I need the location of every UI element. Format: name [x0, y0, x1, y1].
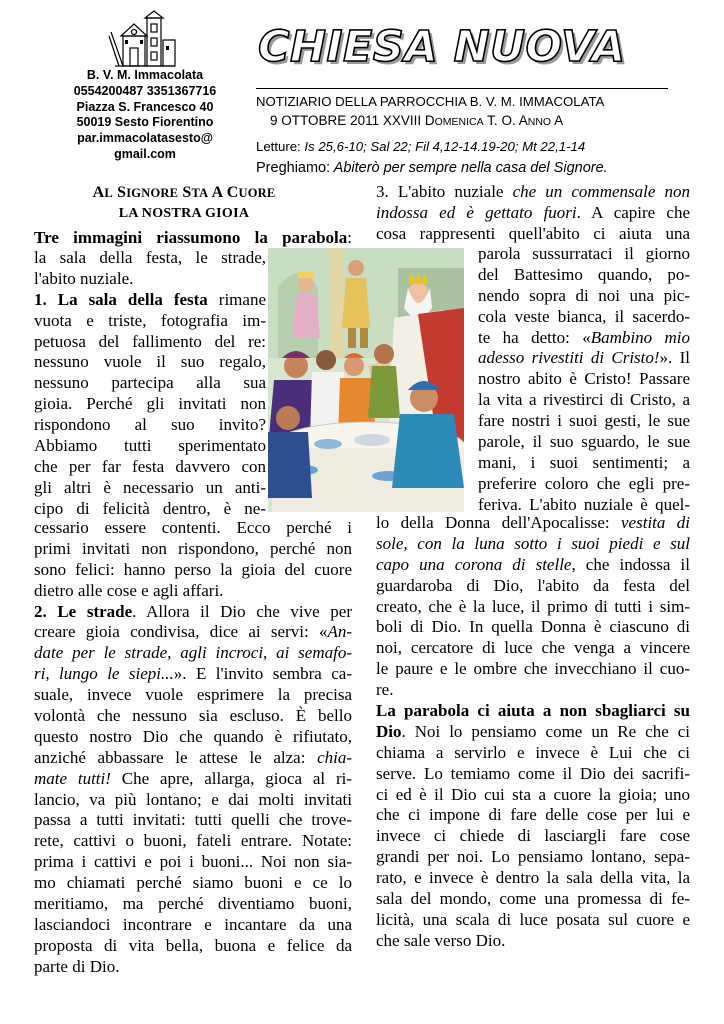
- text-line: cessario essere contenti. Ecco perché i: [34, 518, 352, 537]
- text-line: lasciandoci incontrare e incantare da una: [34, 914, 352, 934]
- newsletter-title: CHIESA NUOVA: [258, 22, 626, 72]
- church-logo: [105, 10, 177, 68]
- text-line: questo nostro Dio che quando è rifiutato,: [34, 726, 352, 746]
- text-line: 3. L'abito nuziale che un commensale non: [376, 182, 690, 201]
- text-line: suale, invece vuole esprimere la precisa: [34, 685, 352, 705]
- text-line: anziché abbassare le attese le alza: chia-: [34, 747, 352, 767]
- text-line: ci ed è il Dio cui sta a cuore la gioia; uno: [376, 784, 690, 804]
- address-line: par.immacolatasesto@: [77, 131, 213, 146]
- text-line: indossa ed è gettato fuori. A capire che: [376, 202, 691, 222]
- readings-text: Is 25,6-10; Sal 22; Fil 4,12-14.19-20; Mt 22,1-14: [300, 139, 586, 154]
- text-line: nendo sopra di noi una pic-: [478, 285, 690, 305]
- text-line: mate tutti! Che apre, allarga, gioca al ri-: [34, 768, 352, 788]
- article-subheading: LA NOSTRA GIOIA: [118, 206, 250, 221]
- text-line: boli di Dio. In quella Donna è ciascuno di: [376, 617, 690, 637]
- text-line: parola sussurrataci il giorno: [478, 244, 690, 263]
- text-line: preferire coloro che egli pre-: [478, 473, 690, 493]
- newsletter-subtitle: NOTIZIARIO DELLA PARROCCHIA B. V. M. IMMACOLATA: [256, 94, 605, 109]
- text-line: creato, che è la luce, il primo di tutti i sim-: [376, 596, 690, 616]
- text-line: rete, cattivi o buoni, fateli entrare. Notate:: [34, 831, 352, 851]
- text-line: volontà che nessuno sia escluso. È bello: [34, 706, 352, 726]
- text-line: creare gioia condivisa, dice ai servi: «An-: [34, 622, 352, 642]
- text-line: gioia. Perché gli invitati non: [34, 394, 266, 414]
- text-line: mo chiamati perché siamo buoni e ce lo: [34, 873, 352, 893]
- address-line: gmail.com: [114, 146, 176, 161]
- text-line: date per le strade, agli incroci, ai semafo-: [34, 643, 352, 663]
- text-line: la sala della festa, le strade,: [34, 248, 266, 267]
- text-line: fare nostri i suoi gesti, le sue: [478, 411, 690, 431]
- parish-address: [40, 68, 250, 163]
- text-line: 1. La sala della festa rimane: [34, 289, 266, 309]
- issue-date-line: 9 OTTOBRE 2011 XXVIII DOMENICA T. O. ANNO A: [270, 113, 564, 128]
- text-line: prima i cattivi e poi i buoni... Noi non sia-: [34, 852, 352, 872]
- text-line: 2. Le strade. Allora il Dio che vive per: [34, 601, 352, 621]
- text-line: cola veste bianca, il sacerdo-: [478, 306, 690, 326]
- text-line: sala del mondo, come una promessa di fe-: [376, 889, 690, 909]
- text-line: le paure e le ombre che invecchiano il cuo-: [376, 659, 690, 679]
- text-line: sono felici: hanno perso la gioia del cuore: [34, 559, 352, 579]
- text-line: che per far festa davvero con: [34, 456, 266, 476]
- text-line: chiama a servirlo e invece è Lui che ci: [376, 742, 690, 762]
- text-line: capo una corona di stelle, che indossa il: [376, 554, 690, 574]
- text-line: gli altri è necessario un anti-: [34, 477, 266, 497]
- text-line: nessuno partecipa alla sua: [34, 373, 266, 393]
- text-line: meritiamo, ma perché diventiamo buoni,: [34, 894, 352, 914]
- text-line: vuota e triste, fotografia im-: [34, 310, 266, 330]
- text-line: nessuno vuole il suo regalo,: [34, 352, 266, 372]
- text-line: parole, il suo sguardo, le sue: [478, 432, 690, 452]
- right-column-full: [376, 513, 690, 952]
- text-line: serve. Lo temiamo come il Dio dei sacrifi-: [376, 763, 690, 783]
- left-column-wrap: [34, 248, 266, 520]
- text-line: che ci impone di fare delle cose per lui e: [376, 805, 690, 825]
- text-line: mani, i suoi sentimenti; a: [478, 452, 690, 472]
- text-line: invece ci chiede di lasciargli fare cose: [376, 826, 690, 846]
- text-line: grandi per noi. Lo pensiamo lontano, sepa-: [376, 847, 690, 867]
- text-line: l'abito nuziale.: [34, 268, 134, 288]
- text-line: sole, con la luna sotto i suoi piedi e sul: [376, 533, 690, 553]
- text-line: cosa rappresenti quell'abito ci aiuta una: [376, 223, 690, 243]
- masthead-divider: [256, 88, 668, 89]
- text-line: dietro alle cose e agli affari.: [34, 580, 224, 600]
- wedding-banquet-illustration: [268, 248, 464, 512]
- readings-label: Letture:: [256, 139, 301, 154]
- text-line: Abbiamo tutti sperimentato: [34, 436, 266, 456]
- left-column-full: [34, 518, 352, 978]
- text-line: del Battesimo quando, po-: [478, 264, 690, 284]
- readings-line: [256, 139, 696, 154]
- text-line: la vita a rivestirci di Cristo, a: [478, 390, 690, 410]
- text-line: rispondono al suo invito?: [34, 415, 266, 435]
- text-line: Dio. Noi lo pensiamo come un Re che ci: [376, 721, 690, 741]
- text-line: che sale verso Dio.: [376, 930, 506, 950]
- address-line: Piazza S. Francesco 40: [76, 99, 214, 114]
- address-line: B. V. M. Immacolata: [86, 68, 204, 82]
- text-line: passa a tutti invitati: tutti quelli che trove-: [34, 810, 352, 830]
- text-line: licità, una scala di luce posata sul cuore e: [376, 909, 690, 929]
- text-line: Tre immagini riassumono la parabola:: [34, 228, 352, 247]
- left-column-top: [34, 228, 352, 249]
- text-line: lo della Donna dell'Apocalisse: vestita di: [376, 513, 691, 532]
- text-line: rato, e invece è dentro la sala della vita, la: [376, 868, 690, 888]
- text-line: noi, cercatore di luce che venga a vincere: [376, 638, 690, 658]
- right-column-top: [376, 182, 690, 245]
- prayer-line: [256, 160, 696, 176]
- text-line: primi invitati non rispondono, perché non: [34, 538, 352, 558]
- text-line: re.: [376, 680, 394, 700]
- text-line: ri, lungo le siepi...». E l'invito sembra ca-: [34, 664, 352, 684]
- text-line: guardaroba di Dio, l'abito da festa del: [376, 575, 690, 595]
- address-line: 0554200487 3351367716: [73, 83, 217, 98]
- text-line: te ha detto: «Bambino mio: [478, 327, 690, 347]
- text-line: adesso rivestiti di Cristo!». Il: [478, 348, 690, 368]
- prayer-label: Preghiamo:: [256, 160, 331, 176]
- text-line: lancio, va più lontano; e dai molti invitati: [34, 789, 352, 809]
- prayer-text: Abiterò per sempre nella casa del Signore.: [330, 160, 608, 176]
- text-line: feriva. L'abito nuziale è quel-: [478, 494, 690, 514]
- right-column-wrap: [478, 244, 690, 516]
- article-heading: AL SIGNORE STA A CUORE: [92, 184, 276, 201]
- text-line: proposta di vita bella, buona e felice da: [34, 935, 352, 955]
- address-line: 50019 Sesto Fiorentino: [76, 115, 214, 130]
- text-line: parte di Dio.: [34, 956, 120, 976]
- text-line: nostro abito è Cristo! Passare: [478, 369, 690, 389]
- text-line: cipo di felicità dentro, è ne-: [34, 498, 266, 518]
- text-line: petuosa del fallimento del re:: [34, 331, 266, 351]
- text-line: La parabola ci aiuta a non sbagliarci su: [376, 701, 690, 721]
